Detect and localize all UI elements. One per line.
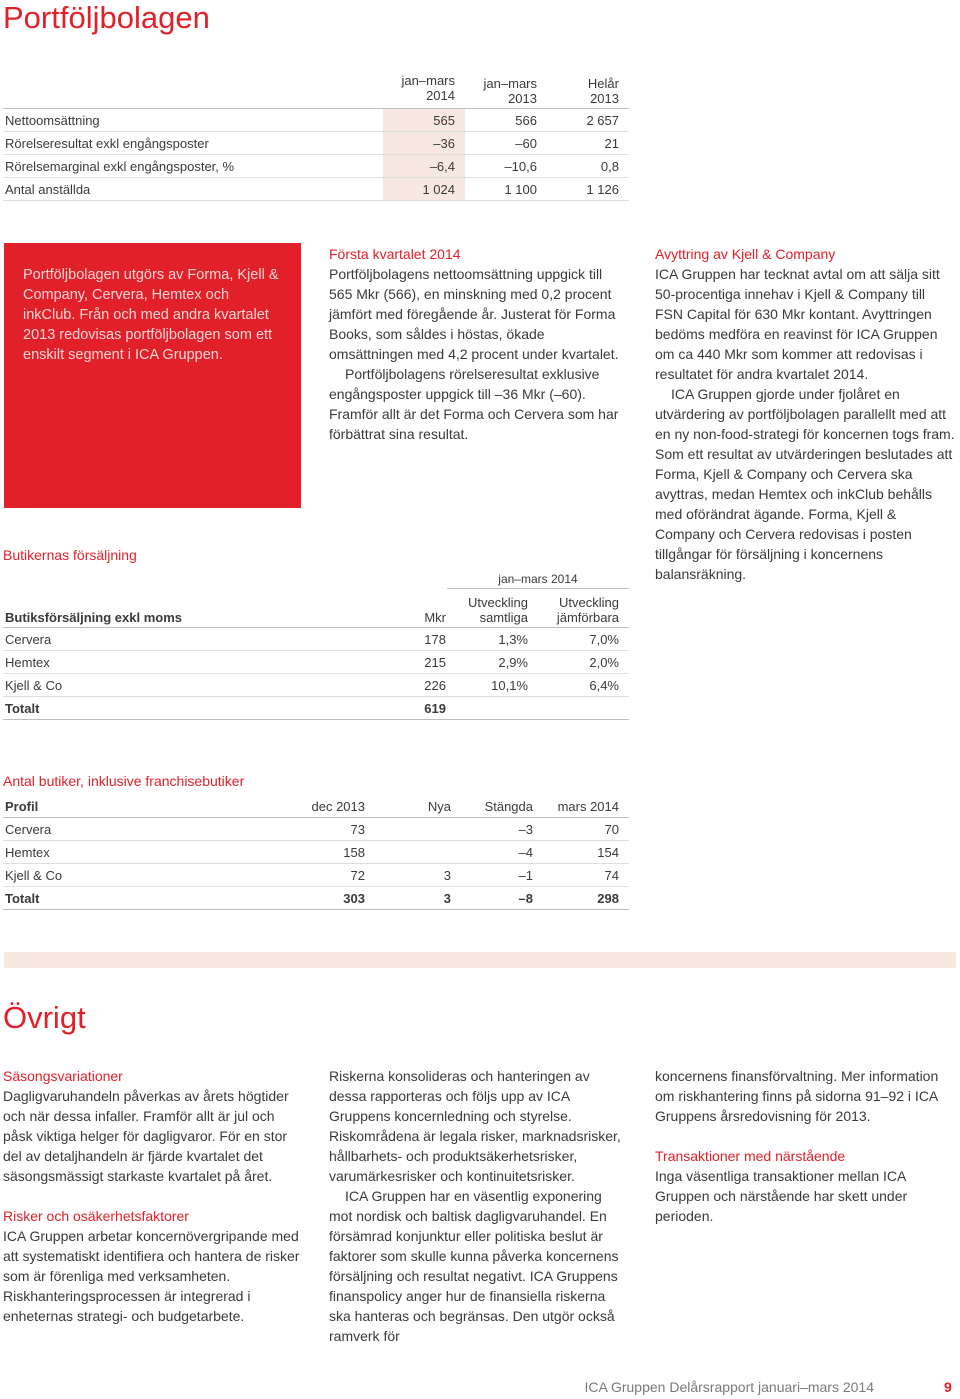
risks-text: ICA Gruppen arbetar koncernövergripande med att systematiskt identifiera och hantera de risker som är förenliga med verksamheten. Riskhanteringsprocessen är integrerad i enheternas strategi- och budgetarbete. (3, 1228, 300, 1324)
ovrigt-column-3 (655, 1066, 955, 1226)
table-total-row: Totalt 303 3 –8 298 (3, 887, 629, 910)
page-title: Portföljbolagen (3, 0, 210, 35)
page-number: 9 (944, 1379, 952, 1395)
divestment-heading: Avyttring av Kjell & Company (655, 246, 836, 262)
ovrigt-column-1 (3, 1066, 303, 1326)
table-row: Kjell & Co 72 3 –1 74 (3, 864, 629, 887)
portfolio-info-box (4, 243, 301, 508)
table-total-row: Totalt 619 (3, 697, 629, 720)
ovrigt-column-2 (329, 1066, 629, 1346)
q1-paragraph: Portföljbolagens nettoomsättning uppgick till 565 Mkr (566), en minskning med 0,2 procent jämfört med föregående år. Justerat för Forma Books, som såldes i höstas, ökade omsättningen med 4,2 procent under kvartalet. (329, 266, 619, 362)
q1-section (329, 244, 629, 444)
q1-heading: Första kvartalet 2014 (329, 246, 461, 262)
divestment-paragraph: ICA Gruppen gjorde under fjolåret en utvärdering av portföljbolagen parallellt med att en ny non-food-strategi för koncernen togs fram. Som ett resultat av utvärderingen beslutades att Forma, Kjell & Company och Cervera ska avyttras, medan Hemtex och inkClub behålls med oförändrat ägande. Forma, Kjell & Company och Cervera redovisas i posten tillgångar för försäljning i koncernens balansräkning. (655, 386, 955, 582)
period-label: jan–mars 2014 (447, 572, 629, 589)
section-title-ovrigt: Övrigt (3, 1000, 86, 1035)
section-divider-band (4, 952, 956, 968)
table-row: Rörelsemarginal exkl engångsposter, % –6,4 –10,6 0,8 (3, 155, 629, 178)
portfolio-key-figures-table (3, 70, 629, 201)
footer-text: ICA Gruppen Delårsrapport januari–mars 2014 (584, 1379, 874, 1395)
table-row: Antal anställda 1 024 1 100 1 126 (3, 178, 629, 201)
table-row: Hemtex 215 2,9% 2,0% (3, 651, 629, 674)
related-text: Inga väsentliga transaktioner mellan ICA Gruppen och närstående har skett under perioden. (655, 1168, 908, 1224)
store-count-heading: Antal butiker, inklusive franchisebutiker (3, 773, 245, 789)
divestment-section (655, 244, 955, 584)
table-header: Profil dec 2013 Nya Stängda mars 2014 (3, 795, 629, 818)
risks-paragraph: koncernens finansförvaltning. Mer information om riskhantering finns på sidorna 91–92 i ICA Gruppens årsredovisning för 2013. (655, 1068, 939, 1124)
risks-paragraph: Riskerna konsolideras och hanteringen av dessa rapporteras och följs upp av ICA Gruppens koncernledning och styrelse. Riskområdena är legala risker, marknadsrisker, hållbarhets- och produktsäkerhetsrisker, varumärkesrisker och kontinuitetsrisker. (329, 1068, 621, 1184)
store-count-table (3, 795, 629, 910)
seasonal-text: Dagligvaruhandeln påverkas av årets högtider och när dessa infaller. Framför allt är jul och påsk viktiga helger för dagligvaror. För en stor del av detaljhandeln är fjärde kvartalet det säsongsmässigt starkaste kvartalet på året. (3, 1088, 289, 1184)
table-row: Cervera 178 1,3% 7,0% (3, 628, 629, 651)
q1-paragraph: Portföljbolagens rörelseresultat exklusive engångsposter uppgick till –36 Mkr (–60). Framför allt är det Forma och Cervera som har förbättrat sina resultat. (329, 366, 619, 442)
table-row: Kjell & Co 226 10,1% 6,4% (3, 674, 629, 697)
risks-paragraph: ICA Gruppen har en väsentlig exponering mot nordisk och baltisk dagligvaruhandel. En försämrad konjunktur eller politiska beslut är faktorer som skulle kunna påverka koncernens försäljning och resultat negativt. ICA Gruppens finanspolicy anger hur de finansiella riskerna ska hanteras och begränsas. Den utgör också ramverk för (329, 1188, 619, 1344)
store-sales-table (3, 588, 629, 720)
table-row: Cervera 73 –3 70 (3, 818, 629, 841)
table-row: Hemtex 158 –4 154 (3, 841, 629, 864)
divestment-paragraph: ICA Gruppen har tecknat avtal om att sälja sitt 50-procentiga innehav i Kjell & Company till FSN Capital för 630 Mkr kontant. Avyttringen bedöms medföra en reavinst för ICA Gruppen om ca 440 Mkr som kommer att redovisas i resultatet för andra kvartalet 2014. (655, 266, 940, 382)
table-row: Rörelseresultat exkl engångsposter –36 –60 21 (3, 132, 629, 155)
table-row: Nettoomsättning 565 566 2 657 (3, 109, 629, 132)
table-header: Butiksförsäljning exkl moms Mkr Utveckling samtliga Utveckling jämförbara (3, 588, 629, 628)
risks-heading: Risker och osäkerhetsfaktorer (3, 1208, 189, 1224)
table-header: jan–mars 2014 jan–mars 2013 Helår 2013 (3, 70, 629, 109)
store-sales-heading: Butikernas försäljning (3, 547, 137, 563)
related-heading: Transaktioner med närstående (655, 1148, 846, 1164)
seasonal-heading: Säsongsvariationer (3, 1068, 123, 1084)
info-box-text: Portföljbolagen utgörs av Forma, Kjell & Company, Cervera, Hemtex och inkClub. Från och med andra kvartalet 2013 redovisas portföljbolagen som ett enskilt segment i ICA Gruppen. (23, 267, 279, 363)
